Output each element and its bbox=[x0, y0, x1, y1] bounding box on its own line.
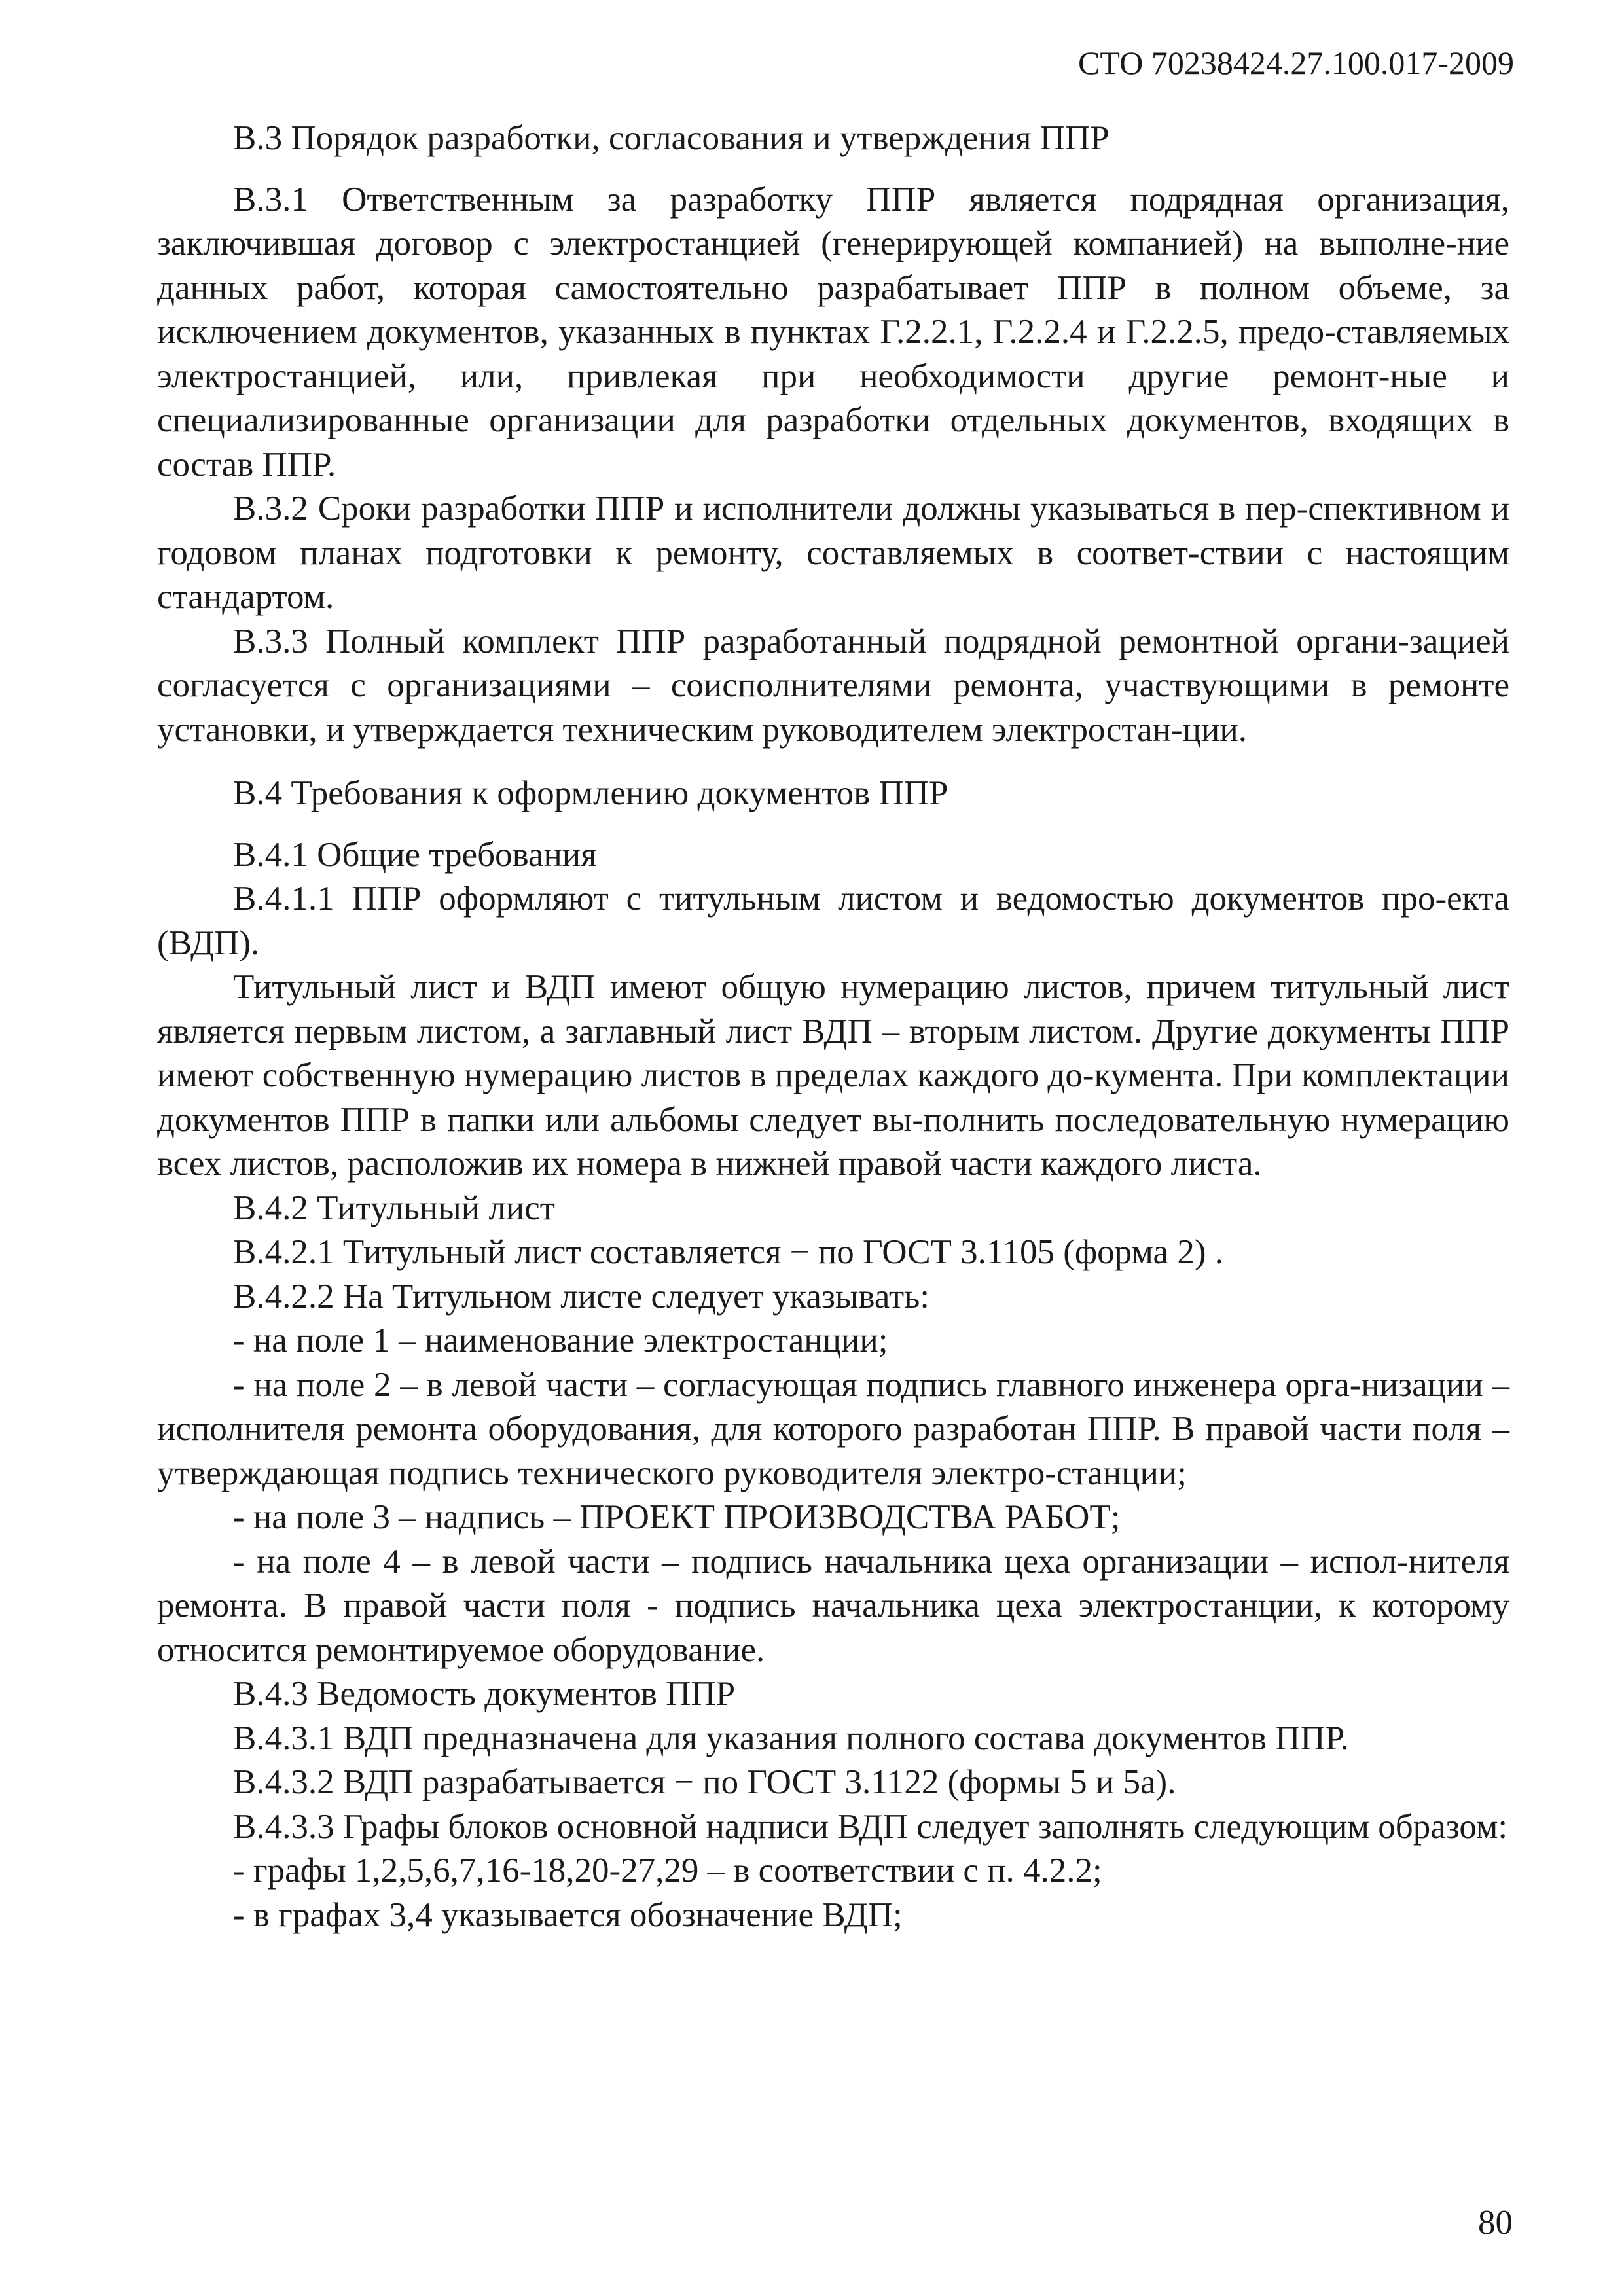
list-item-field-2: - на поле 2 – в левой части – согласующая подпись главного инженера орга-низации – исполнителя ремонта оборудования, для которого разработан ППР. В правой части поля – утверждающая подпись технического руководителя электро-станции; bbox=[157, 1365, 1509, 1492]
paragraph-b4-3-3: В.4.3.3 Графы блоков основной надписи ВДП следует заполнять следующим образом: bbox=[233, 1807, 1508, 1846]
paragraph-b3-3: В.3.3 Полный комплект ППР разработанный подрядной ремонтной органи-зацией согласуется с организациями – соисполнителями ремонта, участвующими в ремонте установки, и утверждается техническим руководителем электростан-ции. bbox=[157, 622, 1509, 749]
paragraph-b4-2-1: В.4.2.1 Титульный лист составляется − по ГОСТ 3.1105 (форма 2) . bbox=[233, 1233, 1223, 1271]
paragraph-b4-1-1: В.4.1.1 ППР оформляют с титульным листом и ведомостью документов про-екта (ВДП). bbox=[157, 880, 1509, 962]
paragraph-title-sheet-numbering: Титульный лист и ВДП имеют общую нумерацию листов, причем титульный лист является первым листом, а заглавный лист ВДП – вторым листом. Другие документы ППР имеют собственную нумерацию листов в пределах каждого до-кумента. При комплектации документов ППР в папки или альбомы следует вы-полнить последовательную нумерацию всех листов, расположив их номера в нижней правой части каждого листа. bbox=[157, 968, 1509, 1183]
list-item-field-4: - на поле 4 – в левой части – подпись начальника цеха организации – испол-нителя ремонта. В правой части поля - подпись начальника цеха электростанции, к которому относится ремонтируемое оборудование. bbox=[157, 1542, 1509, 1669]
list-item-columns: - графы 1,2,5,6,7,16-18,20-27,29 – в соответствии с п. 4.2.2; bbox=[233, 1852, 1102, 1890]
document-code-header: СТО 70238424.27.100.017-2009 bbox=[1078, 45, 1514, 81]
subsection-heading-b4-3: В.4.3 Ведомость документов ППР bbox=[233, 1675, 736, 1713]
list-item-columns-3-4: - в графах 3,4 указывается обозначение ВДП; bbox=[233, 1895, 903, 1934]
page-number: 80 bbox=[1478, 2204, 1513, 2242]
paragraph-b3-2: В.3.2 Сроки разработки ППР и исполнители должны указываться в пер-спективном и годовом планах подготовки к ремонту, составляемых в соответ-ствии с настоящим стандартом. bbox=[157, 490, 1509, 616]
paragraph-b4-3-2: В.4.3.2 ВДП разрабатывается − по ГОСТ 3.1122 (формы 5 и 5а). bbox=[233, 1763, 1176, 1801]
list-item-field-3: - на поле 3 – надпись – ПРОЕКТ ПРОИЗВОДСТВА РАБОТ; bbox=[233, 1498, 1121, 1536]
subsection-heading-b4-2: В.4.2 Титульный лист bbox=[233, 1189, 555, 1227]
subsection-heading-b4-1: В.4.1 Общие требования bbox=[233, 835, 597, 874]
list-item-field-1: - на поле 1 – наименование электростанции; bbox=[233, 1321, 888, 1359]
document-body bbox=[157, 117, 1509, 1937]
paragraph-b4-2-2: В.4.2.2 На Титульном листе следует указывать: bbox=[233, 1277, 930, 1316]
paragraph-b3-1: В.3.1 Ответственным за разработку ППР является подрядная организация, заключившая договор с электростанцией (генерирующей компанией) на выполне-ние данных работ, которая самостоятельно разрабатывает ППР в полном объеме, за исключением документов, указанных в пунктах Г.2.2.1, Г.2.2.4 и Г.2.2.5, предо-ставляемых электростанцией, или, привлекая при необходимости другие ремонт-ные и специализированные организации для разработки отдельных документов, входящих в состав ППР. bbox=[157, 180, 1509, 484]
section-heading-b3: В.3 Порядок разработки, согласования и утверждения ППР bbox=[233, 119, 1110, 157]
section-heading-b4: В.4 Требования к оформлению документов ППР bbox=[233, 774, 948, 812]
paragraph-b4-3-1: В.4.3.1 ВДП предназначена для указания полного состава документов ППР. bbox=[233, 1719, 1349, 1757]
